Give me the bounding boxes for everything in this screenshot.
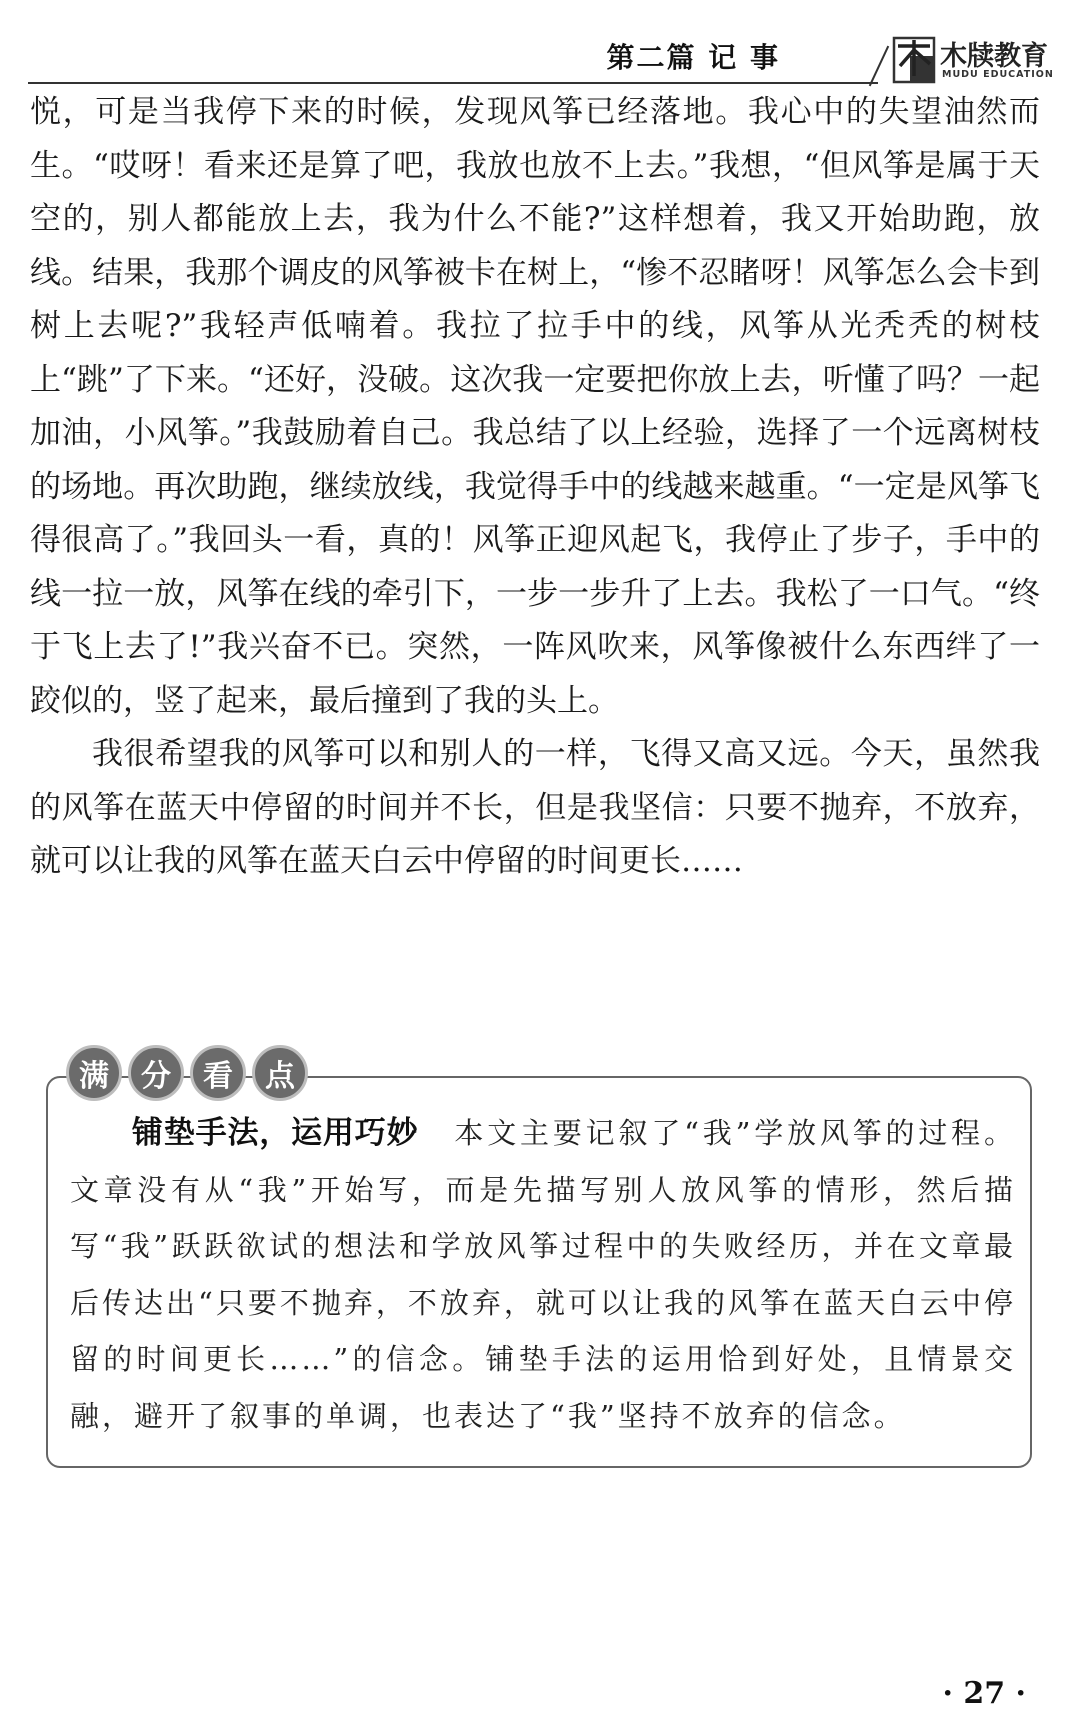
essay-paragraph-1: 悦，可是当我停下来的时候，发现风筝已经落地。我心中的失望油然而生。“哎呀！看来还是算了吧，我放也放不上去。”我想，“但风筝是属于天空的，别人都能放上去，我为什么不能?”这样想着，我又开始助跑，放线。结果，我那个调皮的风筝被卡在树上，“惨不忍睹呀！风筝怎么会卡到树上去呢?”我轻声低喃着。我拉了拉手中的线，风筝从光秃秃的树枝上“跳”了下来。“还好，没破。这次我一定要把你放上去，听懂了吗？一起加油，小风筝。”我鼓励着自己。我总结了以上经验，选择了一个远离树枝的场地。再次助跑，继续放线，我觉得手中的线越来越重。“一定是风筝飞得很高了。”我回头一看，真的！风筝正迎风起飞，我停止了步子，手中的线一拉一放，风筝在线的牵引下，一步一步升了上去。我松了一口气。“终于飞上去了!”我兴奋不已。突然，一阵风吹来，风筝像被什么东西绊了一跤似的，竖了起来，最后撞到了我的头上。 <box>30 94 1040 719</box>
title-badge: 分 <box>128 1045 184 1101</box>
essay-paragraph-2: 我很希望我的风筝可以和别人的一样，飞得又高又远。今天，虽然我的风筝在蓝天中停留的时间并不长，但是我坚信：只要不抛弃，不放弃，就可以让我的风筝在蓝天白云中停留的时间更长…… <box>30 736 1040 879</box>
logo-mark-icon <box>890 32 942 86</box>
commentary-body: 本文主要记叙了“我”学放风筝的过程。文章没有从“我”开始写，而是先描写别人放风筝的情形，然后描写“我”跃跃欲试的想法和学放风筝过程中的失败经历，并在文章最后传达出“只要不抛弃，不放弃，就可以让我的风筝在蓝天白云中停留的时间更长……”的信念。铺垫手法的运用恰到好处，且情景交融，避开了叙事的单调，也表达了“我”坚持不放弃的信念。 <box>70 1116 1016 1433</box>
header-divider <box>869 46 889 87</box>
page-number: · 27 · <box>942 1676 1026 1711</box>
section-label: 第二篇 记 事 <box>606 41 780 74</box>
commentary-text <box>70 1105 1016 1444</box>
title-badge: 满 <box>66 1045 122 1101</box>
publisher-logo <box>890 32 1054 88</box>
commentary-lead: 铺垫手法，运用巧妙 <box>132 1115 419 1151</box>
logo-english-name: MUDU EDUCATION <box>942 69 1054 80</box>
header-rule <box>28 82 878 84</box>
page-header <box>28 26 1054 88</box>
title-badge: 看 <box>190 1045 246 1101</box>
commentary-title <box>66 1043 308 1103</box>
title-badge: 点 <box>252 1045 308 1101</box>
logo-chinese-name: 木牍教育 <box>940 41 1048 72</box>
essay-body <box>30 86 1040 889</box>
